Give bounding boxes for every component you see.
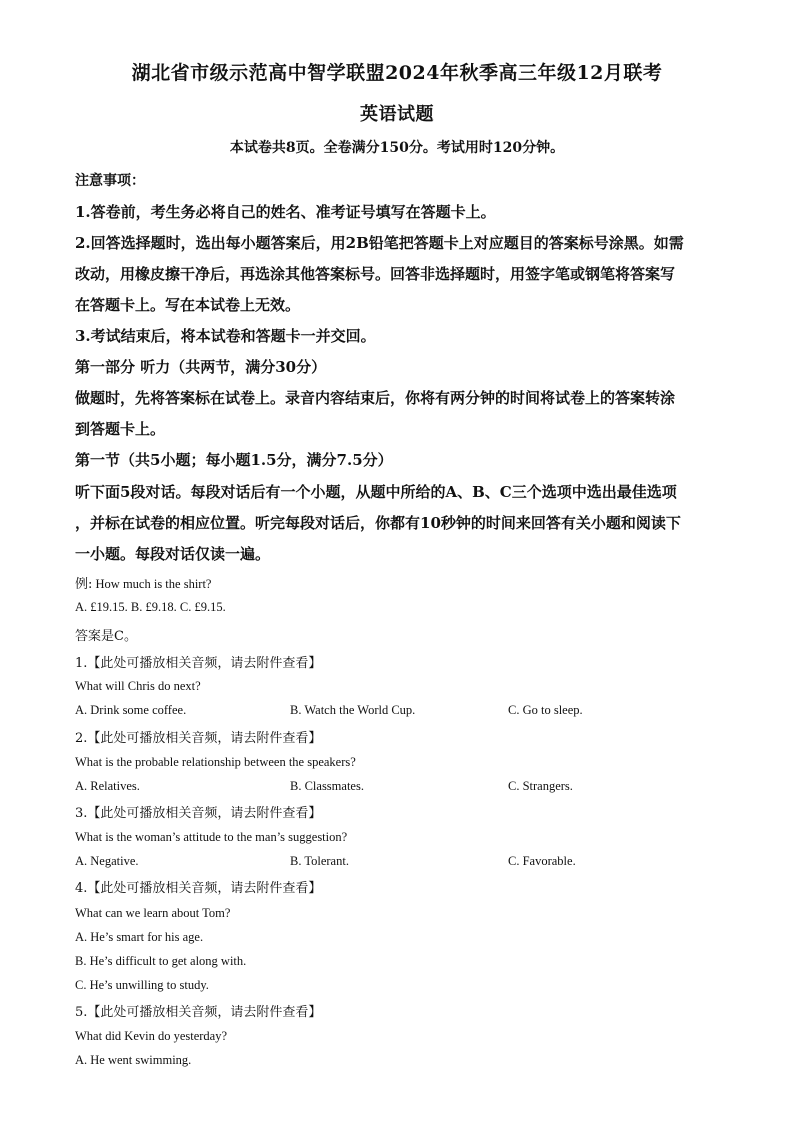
question-2-text: What is the probable relationship between the speakers? (75, 755, 356, 769)
notice-item-3: 3.考试结束后，将本试卷和答题卡一并交回。 (75, 327, 376, 345)
section1-instruction-line-2: ，并标在试卷的相应位置。听完每段对话后，你都有10秒钟的时间来回答有关小题和阅读下 (75, 514, 681, 532)
question-2-option-c: C. Strangers. (508, 779, 573, 793)
question-5-option-a: A. He went swimming. (75, 1053, 192, 1067)
question-2-option-b: B. Classmates. (290, 779, 364, 793)
question-1-option-b: B. Watch the World Cup. (290, 703, 416, 717)
notice-item-2-line-3: 在答题卡上。写在本试卷上无效。 (75, 296, 301, 314)
notice-item-1: 1.答卷前，考生务必将自己的姓名、准考证号填写在答题卡上。 (75, 203, 496, 221)
question-3-option-b: B. Tolerant. (290, 854, 349, 868)
question-1-option-a: A. Drink some coffee. (75, 703, 187, 717)
part1-heading: 第一部分 听力（共两节，满分30分） (75, 358, 327, 376)
section1-instruction-line-3: 一小题。每段对话仅读一遍。 (75, 545, 271, 563)
example-options: A. £19.15. B. £9.18. C. £9.15. (75, 600, 226, 614)
example-prefix: 例: (75, 577, 93, 592)
question-1-label: 1.【此处可播放相关音频，请去附件查看】 (75, 656, 322, 671)
question-4-option-a: A. He’s smart for his age. (75, 930, 204, 944)
question-3-option-c: C. Favorable. (508, 854, 576, 868)
question-4-option-c: C. He’s unwilling to study. (75, 978, 209, 992)
question-4-label: 4.【此处可播放相关音频，请去附件查看】 (75, 881, 322, 896)
section1-instruction-line-1: 听下面5段对话。每段对话后有一个小题，从题中所给的A、B、C三个选项中选出最佳选项 (75, 483, 677, 501)
part1-instruction-line-1: 做题时，先将答案标在试卷上。录音内容结束后，你将有两分钟的时间将试卷上的答案转涂 (75, 389, 676, 407)
question-5-label: 5.【此处可播放相关音频，请去附件查看】 (75, 1005, 322, 1020)
question-2-label: 2.【此处可播放相关音频，请去附件查看】 (75, 731, 322, 746)
question-2-option-a: A. Relatives. (75, 779, 140, 793)
question-3-option-a: A. Negative. (75, 854, 139, 868)
question-1-text: What will Chris do next? (75, 679, 201, 693)
question-3-text: What is the woman’s attitude to the man’s suggestion? (75, 830, 348, 844)
question-4-option-b: B. He’s difficult to get along with. (75, 954, 247, 968)
example-question: How much is the shirt? (95, 577, 212, 591)
section1-heading: 第一节（共5小题；每小题1.5分，满分7.5分） (75, 451, 393, 469)
notice-heading: 注意事项： (75, 173, 145, 189)
example-answer: 答案是C。 (75, 629, 137, 644)
question-5-text: What did Kevin do yesterday? (75, 1029, 228, 1043)
example-question-line (75, 573, 211, 592)
question-4-text: What can we learn about Tom? (75, 906, 231, 920)
notice-item-2-line-2: 改动，用橡皮擦干净后，再选涂其他答案标号。回答非选择题时，用签字笔或钢笔将答案写 (75, 265, 676, 283)
question-1-option-c: C. Go to sleep. (508, 703, 583, 717)
exam-info: 本试卷共8页。全卷满分150分。考试用时120分钟。 (229, 140, 565, 156)
notice-item-2-line-1: 2.回答选择题时，选出每小题答案后，用2B铅笔把答题卡上对应题目的答案标号涂黑。如需 (75, 234, 684, 252)
question-3-label: 3.【此处可播放相关音频，请去附件查看】 (75, 806, 322, 821)
part1-instruction-line-2: 到答题卡上。 (75, 420, 166, 438)
exam-title: 湖北省市级示范高中智学联盟2024年秋季高三年级12月联考 (131, 62, 663, 84)
exam-subtitle: 英语试题 (360, 104, 434, 125)
